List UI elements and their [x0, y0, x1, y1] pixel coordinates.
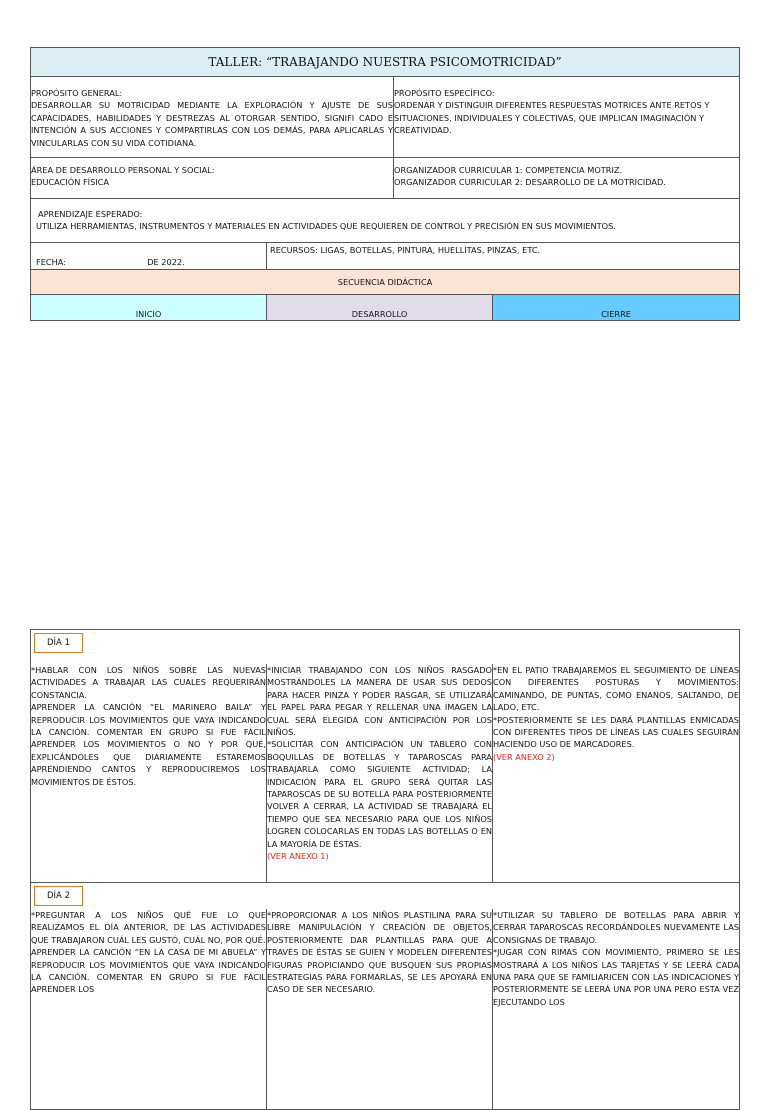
day-2-badge: DÍA 2: [34, 886, 83, 906]
day-2-inicio-text: *PREGUNTAR A LOS NIÑOS QUÉ FUE LO QUE REALIZAMOS EL DÍA ANTERIOR, DE LAS ACTIVIDADES QUE TRABAJARON CUÁL LES GUSTÓ, CUÁL NO, POR QUÉ. APRENDER LA CANCIÓN “EN LA CASA DE MI ABUELA” Y REPRODUCIR LOS MOVIMIENTOS QUE VAYA INDICANDO LA CANCIÓN. COMENTAR EN GRUPO SI FUE FÁCIL APRENDER LOS: [31, 910, 266, 995]
organizador-2: ORGANIZADOR CURRICULAR 2: DESARROLLO DE LA MOTRICIDAD.: [394, 177, 666, 188]
col-header-inicio: INICIO: [31, 295, 267, 321]
recursos-cell: RECURSOS: LIGAS, BOTELLAS, PINTURA, HUELLITAS, PINZAS, ETC.: [267, 243, 740, 270]
day-2-desarrollo-text: *PROPORCIONAR A LOS NIÑOS PLASTILINA PARA SU LIBRE MANIPULACIÓN Y CREACIÓN DE OBJETOS, POSTERIORMENTE DAR PLANTILLAS PARA QUE A TRAVÉS DE ÉSTAS SE GUIEN Y MODELEN DIFERENTES FIGURAS PROPICIANDO QUE BUSQUEN SUS PROPIAS ESTRATEGIAS PARA FORMARLAS, SE LES APOYARÁ EN CASO DE SER NECESARIO.: [267, 910, 492, 995]
day-1-anexo-1-link[interactable]: (VER ANEXO 1): [267, 851, 329, 862]
day-2-label-row: [31, 883, 740, 910]
day-1-badge: DÍA 1: [34, 633, 83, 653]
fecha-label: FECHA:: [36, 256, 66, 267]
organizador-cell: [394, 158, 740, 199]
day-1-cierre: [493, 664, 740, 883]
day-1-cierre-text: *EN EL PATIO TRABAJAREMOS EL SEGUIMIENTO DE LÍNEAS CON DIFERENTES POSTURAS Y MOVIMIENTOS: CAMINANDO, DE PUNTAS, COMO ENANOS, SALTANDO, DE LADO, ETC. *POSTERIORMENTE SE LES DARÁ PLANTILLAS ENMICADAS CON DIFERENTES TIPOS DE LÍNEAS LAS CUALES SEGUIRÁN HACIENDO USO DE MARCADORES.: [493, 665, 740, 750]
day-1-desarrollo: [267, 664, 493, 883]
fecha-value: DE 2022.: [147, 256, 185, 267]
day-1-anexo-2-link[interactable]: (VER ANEXO 2): [493, 751, 555, 762]
col-header-cierre: CIERRE: [493, 295, 740, 321]
day-2-desarrollo: [267, 909, 493, 1110]
secuencia-didactica-header: SECUENCIA DIDÁCTICA: [31, 270, 740, 295]
aprendizaje-cell: [31, 199, 740, 243]
proposito-especifico-label: PROPÓSITO ESPECÍFICO:: [394, 88, 495, 98]
page-title: TALLER: “TRABAJANDO NUESTRA PSICOMOTRICIDAD”: [31, 48, 740, 77]
aprendizaje-label: APRENDIZAJE ESPERADO:: [38, 209, 143, 219]
day-1-label-row: [31, 630, 740, 665]
area-label: ÁREA DE DESARROLLO PERSONAL Y SOCIAL:: [31, 165, 215, 175]
proposito-especifico-cell: [394, 77, 740, 158]
col-header-desarrollo: DESARROLLO: [267, 295, 493, 321]
proposito-especifico-text: ORDENAR Y DISTINGUIR DIFERENTES RESPUESTAS MOTRICES ANTE RETOS Y SITUACIONES, INDIVIDUALES Y COLECTIVAS, QUE IMPLICAN IMAGINACIÓN Y CREATIVIDAD.: [394, 100, 710, 136]
day-2-cierre: [493, 909, 740, 1110]
area-text: EDUCACIÓN FÍSICA: [31, 177, 110, 188]
proposito-general-text: DESARROLLAR SU MOTRICIDAD MEDIANTE LA EXPLORACIÓN Y AJUSTE DE SUS CAPACIDADES, HABILIDADES Y DESTREZAS AL OTORGAR SENTIDO, SIGNIFI CADO E INTENCIÓN A SUS ACCIONES Y COMPARTIRLAS CON LOS DEMÁS, PARA APLICARLAS Y VINCULARLAS CON SU VIDA COTIDIANA.: [31, 100, 393, 148]
days-table: [30, 629, 740, 1110]
day-1-row: [31, 664, 740, 883]
day-1-desarrollo-text: *INICIAR TRABAJANDO CON LOS NIÑOS RASGADO MOSTRÁNDOLES LA MANERA DE USAR SUS DEDOS PARA HACER PINZA Y PODER RASGAR, SE UTILIZARÁ EL PAPEL PARA PEGAR Y RELLENAR UNA IMAGEN LA CUAL SERÁ ELEGIDA CON ANTICIPACIÓN POR LOS NIÑOS. *SOLICITAR CON ANTICIPACIÓN UN TABLERO CON BOQUILLAS DE BOTELLAS Y TAPAROSCAS PARA TRABAJARLA COMO SIGUIENTE ACTIVIDAD; LA INDICACIÓN PARA EL GRUPO SERÁ QUITAR LAS TAPAROSCAS DE SU BOTELLA PARA POSTERIORMENTE VOLVER A CERRAR, LA ACTIVIDAD SE TRABAJARÁ EL TIEMPO QUE SEA NECESARIO PARA QUE LOS NIÑOS LOGREN COLOCARLAS EN TODAS LAS BOTELLAS O EN LA MAYORÍA DE ÉSTAS.: [267, 665, 492, 849]
area-cell: [31, 158, 394, 199]
day-2-cierre-text: *UTILIZAR SU TABLERO DE BOTELLAS PARA ABRIR Y CERRAR TAPAROSCAS RECORDÁNDOLES NUEVAMENTE LAS CONSIGNAS DE TRABAJO. *JUGAR CON RIMAS CON MOVIMIENTO, PRIMERO SE LES MOSTRARÁ A LOS NIÑOS LAS TARJETAS Y SE LEERÁ CADA UNA PARA QUE SE FAMILIARICEN CON LAS INDICACIONES Y POSTERIORMENTE SE LEERÁ UNA POR UNA PERO ESTA VEZ EJECUTANDO LOS: [493, 910, 740, 1007]
planning-header-table: [30, 47, 740, 321]
organizador-1: ORGANIZADOR CURRICULAR 1: COMPETENCIA MOTRIZ.: [394, 165, 623, 175]
proposito-general-label: PROPÓSITO GENERAL:: [31, 88, 123, 98]
proposito-general-cell: [31, 77, 394, 158]
aprendizaje-text: UTILIZA HERRAMIENTAS, INSTRUMENTOS Y MATERIALES EN ACTIVIDADES QUE REQUIEREN DE CONTROL Y PRECISIÓN EN SUS MOVIMIENTOS.: [36, 221, 616, 232]
fecha-cell: [31, 243, 267, 270]
day-1-inicio: [31, 664, 267, 883]
day-1-inicio-text: *HABLAR CON LOS NIÑOS SOBRE LAS NUEVAS ACTIVIDADES A TRABAJAR LAS CUALES REQUERIRÁN CONSTANCIA. APRENDER LA CANCIÓN “EL MARINERO BAILA” Y REPRODUCIR LOS MOVIMIENTOS QUE VAYA INDICANDO LA CANCIÓN. COMENTAR EN GRUPO SI FUE FÁCIL APRENDER LOS MOVIMIENTOS O NO Y POR QUÉ, EXPLICÁNDOLES QUE DIARIAMENTE ESTAREMOS APRENDIENDO CANTOS Y REPRODUCIREMOS LOS MOVIMIENTOS DE ÉSTOS.: [31, 665, 266, 787]
day-2-inicio: [31, 909, 267, 1110]
day-2-row: [31, 909, 740, 1110]
